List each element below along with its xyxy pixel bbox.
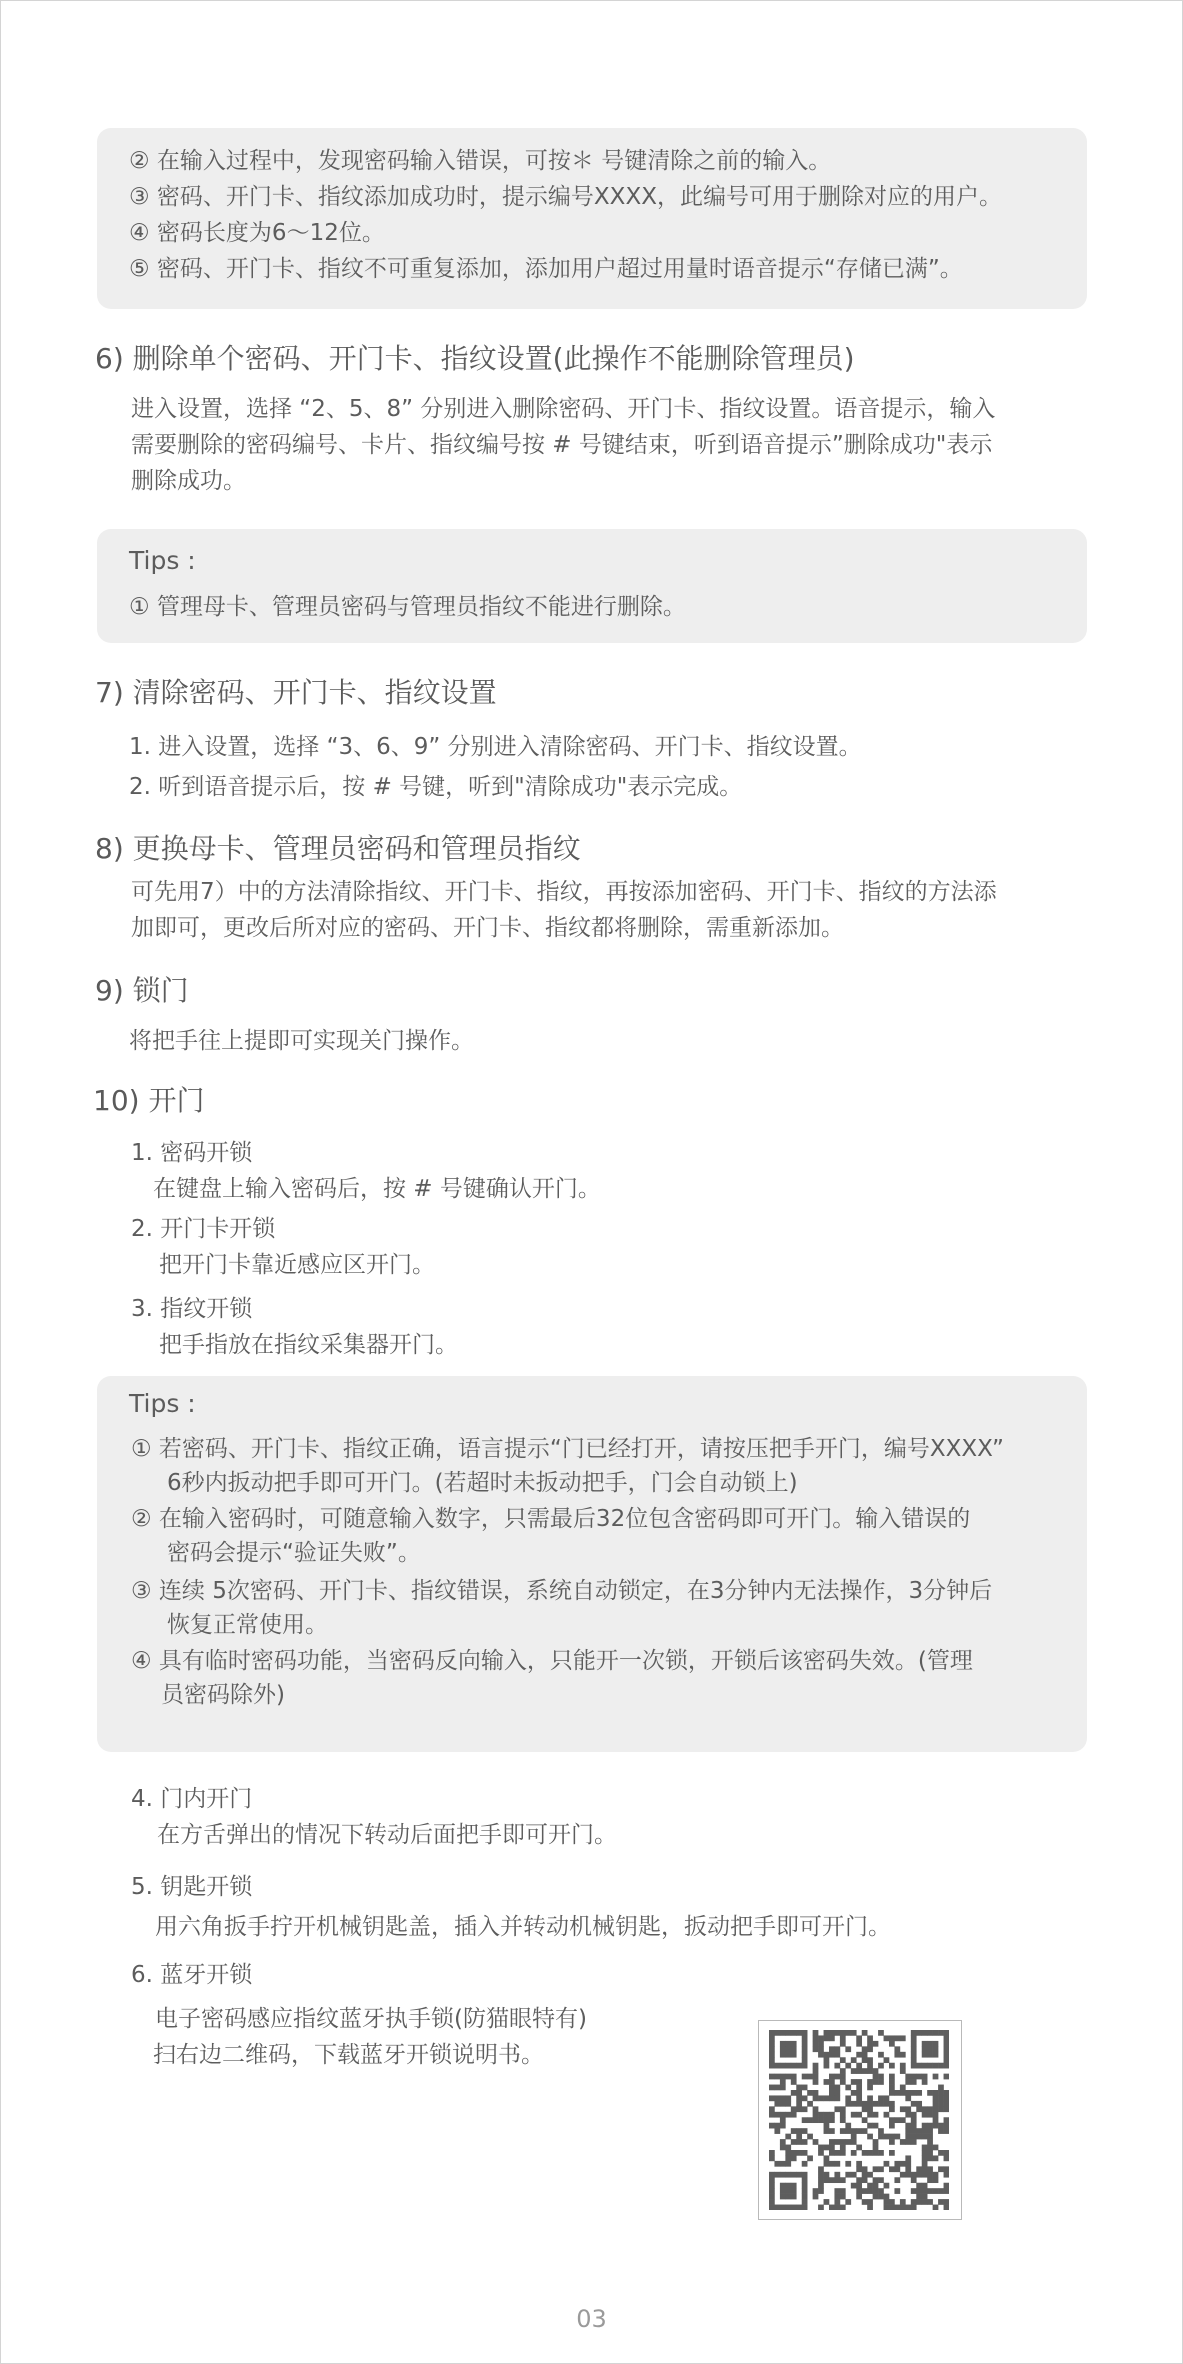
tip-1-line-2: 6秒内扳动把手即可开门。(若超时未扳动把手，门会自动锁上) (167, 1470, 798, 1496)
tip-2-line-1: ② 在输入密码时，可随意输入数字，只需最后32位包含密码即可开门。输入错误的 (131, 1506, 971, 1532)
section-10-heading: 10) 开门 (93, 1084, 205, 1117)
section-6-tip-1: ① 管理母卡、管理员密码与管理员指纹不能进行删除。 (129, 594, 686, 620)
open-method-2-title: 2. 开门卡开锁 (131, 1216, 276, 1242)
open-method-6-desc-1: 电子密码感应指纹蓝牙执手锁(防猫眼特有) (155, 2006, 587, 2032)
section-6-body-3: 删除成功。 (131, 468, 246, 494)
open-method-5-title: 5. 钥匙开锁 (131, 1874, 253, 1900)
top-note-5: ⑤ 密码、开门卡、指纹不可重复添加，添加用户超过用量时语音提示“存储已满”。 (129, 256, 963, 282)
section-8-body-2: 加即可，更改后所对应的密码、开门卡、指纹都将删除，需重新添加。 (131, 915, 844, 941)
qr-code-icon (769, 2030, 949, 2210)
open-method-3-desc: 把手指放在指纹采集器开门。 (159, 1332, 458, 1358)
open-method-4-title: 4. 门内开门 (131, 1786, 253, 1812)
tip-4-line-1: ④ 具有临时密码功能，当密码反向输入，只能开一次锁，开锁后该密码失效。(管理 (131, 1648, 973, 1674)
open-method-6-title: 6. 蓝牙开锁 (131, 1962, 253, 1988)
page-number: 03 (576, 2305, 607, 2333)
section-10-tips-title: Tips : (129, 1389, 196, 1418)
open-method-6-desc-2: 扫右边二维码，下载蓝牙开锁说明书。 (153, 2042, 544, 2068)
open-method-2-desc: 把开门卡靠近感应区开门。 (159, 1252, 435, 1278)
section-6-body-1: 进入设置，选择 “2、5、8” 分别进入删除密码、开门卡、指纹设置。语音提示，输入 (131, 396, 996, 422)
bluetooth-manual-qr-code (758, 2020, 962, 2220)
open-method-5-desc: 用六角扳手拧开机械钥匙盖，插入并转动机械钥匙，扳动把手即可开门。 (155, 1914, 891, 1940)
tip-1-line-1: ① 若密码、开门卡、指纹正确，语言提示“门已经打开，请按压把手开门，编号XXXX” (131, 1436, 1004, 1462)
top-note-2: ② 在输入过程中，发现密码输入错误，可按＊ 号键清除之前的输入。 (129, 148, 832, 174)
open-method-1-desc: 在键盘上输入密码后，按 # 号键确认开门。 (153, 1176, 601, 1202)
tip-3-line-2: 恢复正常使用。 (167, 1612, 328, 1638)
section-7-heading: 7) 清除密码、开门卡、指纹设置 (95, 676, 497, 709)
top-note-3: ③ 密码、开门卡、指纹添加成功时，提示编号XXXX，此编号可用于删除对应的用户。 (129, 184, 1002, 210)
section-8-heading: 8) 更换母卡、管理员密码和管理员指纹 (95, 832, 581, 865)
section-7-item-1: 1. 进入设置，选择 “3、6、9” 分别进入清除密码、开门卡、指纹设置。 (129, 734, 862, 760)
section-9-body: 将把手往上提即可实现关门操作。 (129, 1028, 474, 1054)
section-9-heading: 9) 锁门 (95, 974, 189, 1007)
tip-3-line-1: ③ 连续 5次密码、开门卡、指纹错误，系统自动锁定，在3分钟内无法操作，3分钟后 (131, 1578, 993, 1604)
section-7-item-2: 2. 听到语音提示后，按 # 号键，听到"清除成功"表示完成。 (129, 774, 743, 800)
section-6-tips-box (97, 529, 1087, 643)
section-6-heading: 6) 删除单个密码、开门卡、指纹设置(此操作不能删除管理员) (95, 342, 855, 375)
tip-2-line-2: 密码会提示“验证失败”。 (167, 1540, 421, 1566)
open-method-1-title: 1. 密码开锁 (131, 1140, 253, 1166)
section-6-tips-title: Tips : (129, 546, 196, 575)
section-8-body-1: 可先用7）中的方法清除指纹、开门卡、指纹，再按添加密码、开门卡、指纹的方法添 (131, 879, 997, 905)
top-note-4: ④ 密码长度为6～12位。 (129, 220, 385, 246)
tip-4-line-2: 员密码除外) (161, 1682, 285, 1708)
open-method-4-desc: 在方舌弹出的情况下转动后面把手即可开门。 (157, 1822, 617, 1848)
section-6-body-2: 需要删除的密码编号、卡片、指纹编号按 # 号键结束，听到语音提示”删除成功"表示 (131, 432, 993, 458)
open-method-3-title: 3. 指纹开锁 (131, 1296, 253, 1322)
